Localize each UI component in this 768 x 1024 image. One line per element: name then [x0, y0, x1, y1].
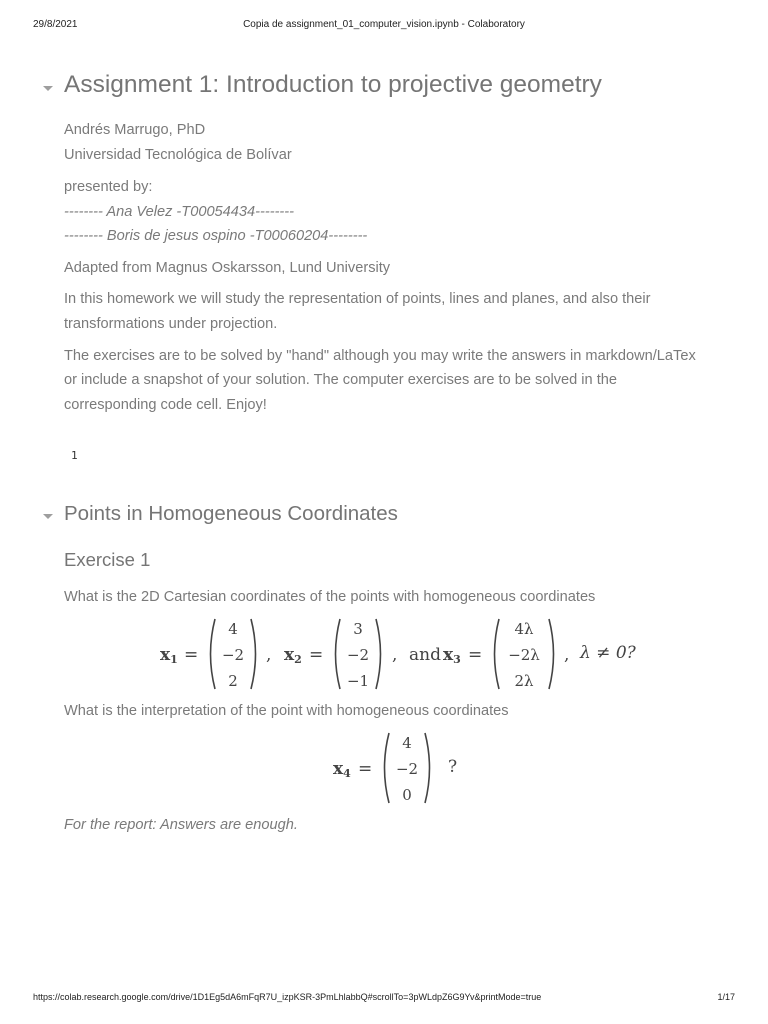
- matrix-x2: [330, 616, 386, 692]
- matrix-cell: −1: [346, 672, 370, 690]
- student-2: -------- Boris de jesus ospino -T00060204--------: [64, 228, 368, 244]
- intro-paragraph-line: transformations under projection.: [64, 316, 278, 332]
- exercise-question-2: What is the interpretation of the point with homogeneous coordinates: [64, 703, 509, 719]
- var-x4: $x_4$: [333, 759, 351, 780]
- university-name: Universidad Tecnológica de Bolívar: [64, 147, 292, 163]
- matrix-cell: 4λ: [514, 620, 534, 638]
- collapse-section-chevron-icon[interactable]: [43, 514, 53, 519]
- equals-sign: =: [358, 759, 373, 779]
- exercise-question-1: What is the 2D Cartesian coordinates of the points with homogeneous coordinates: [64, 589, 596, 605]
- section-heading: Points in Homogeneous Coordinates: [64, 502, 398, 525]
- intro-paragraph-line: In this homework we will study the representation of points, lines and planes, and also their: [64, 291, 651, 307]
- matrix-cell: 2: [228, 672, 238, 690]
- matrix-cell: −2λ: [508, 646, 540, 664]
- author-name: Andrés Marrugo, PhD: [64, 122, 206, 138]
- adapted-from: Adapted from Magnus Oskarsson, Lund University: [64, 260, 391, 276]
- comma: ,: [564, 645, 570, 665]
- print-date: 29/8/2021: [33, 19, 78, 30]
- equals-sign: =: [309, 645, 324, 665]
- assignment-heading: Assignment 1: Introduction to projective geometry: [64, 71, 602, 98]
- student-1: -------- Ana Velez -T00054434--------: [64, 204, 295, 220]
- instructions-paragraph-line: corresponding code cell. Enjoy!: [64, 397, 267, 413]
- and-word: and: [409, 645, 441, 665]
- question-mark: ?: [448, 757, 458, 777]
- matrix-cell: −2: [395, 760, 419, 778]
- matrix-cell: 4: [228, 620, 238, 638]
- comma: ,: [392, 645, 398, 665]
- var-x3: $x_3$: [443, 645, 461, 666]
- matrix-cell: −2: [346, 646, 370, 664]
- instructions-paragraph-line: The exercises are to be solved by "hand" although you may write the answers in markdown/LaTex: [64, 348, 696, 364]
- equals-sign: =: [184, 645, 199, 665]
- presented-by-label: presented by:: [64, 179, 153, 195]
- matrix-cell: 2λ: [514, 672, 534, 690]
- var-x2: $x_2$: [284, 645, 302, 666]
- matrix-cell: 3: [353, 620, 363, 638]
- matrix-x4: [379, 730, 435, 806]
- matrix-cell: −2: [221, 646, 245, 664]
- matrix-x1: [205, 616, 261, 692]
- matrix-cell: 0: [402, 786, 412, 804]
- matrix-cell: 4: [402, 734, 412, 752]
- collapse-section-chevron-icon[interactable]: [43, 86, 53, 91]
- report-note: For the report: Answers are enough.: [64, 817, 298, 833]
- equals-sign: =: [468, 645, 483, 665]
- var-x1: $x_1$: [160, 645, 178, 666]
- code-cell-line-number[interactable]: 1: [71, 449, 78, 462]
- comma: ,: [266, 645, 272, 665]
- print-page-number: 1/17: [717, 992, 735, 1002]
- lambda-condition: λ ≠ 0?: [580, 643, 636, 663]
- matrix-x3: [489, 616, 559, 692]
- print-page-title: Copia de assignment_01_computer_vision.ipynb - Colaboratory: [243, 19, 525, 30]
- instructions-paragraph-line: or include a snapshot of your solution. The computer exercises are to be solved in the: [64, 372, 617, 388]
- print-url: https://colab.research.google.com/drive/1D1Eg5dA6mFqR7U_izpKSR-3PmLhlabbQ#scrollTo=3pWLdpZ6G9Yv&printMode=true: [33, 992, 542, 1002]
- exercise-title: Exercise 1: [64, 549, 151, 570]
